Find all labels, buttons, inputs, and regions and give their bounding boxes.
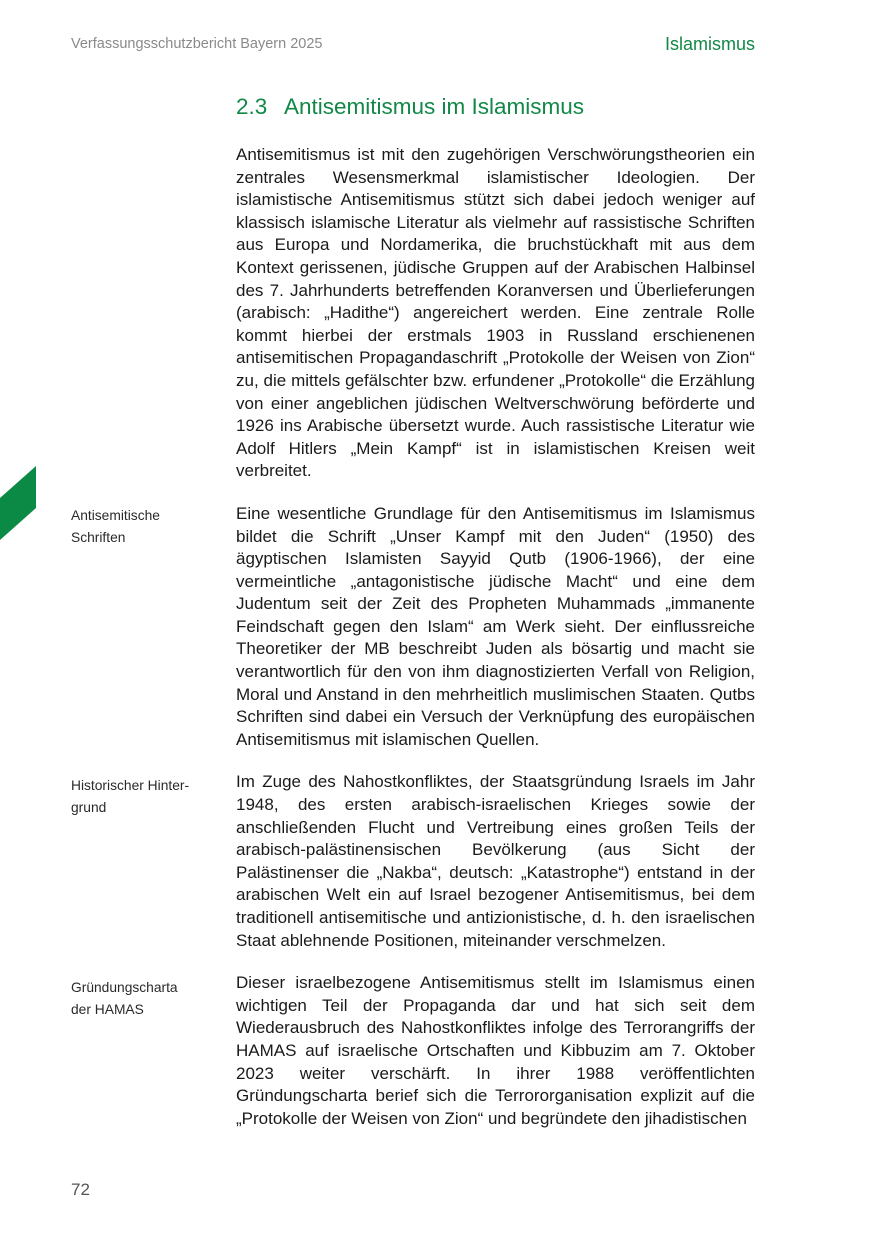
body-paragraph: Im Zuge des Nahostkonfliktes, der Staatsgründung Israels im Jahr 1948, des ersten arabisch-israelischen Krieges sowie der anschließenden Flucht und Vertreibung eines großen Teils der arabisch-palästinensischen Bevölkerung (aus Sicht der Palästinenser die „Nakba“, deutsch: „Katastrophe“) entstand in der arabischen Welt ein auf Israel bezogener Antisemitismus, bei dem traditionell antisemitische und antizionistische, d. h. den israelischen Staat ablehnende Positionen, miteinander verschmelzen.	[236, 772, 755, 950]
margin-note-line: Gründungscharta	[71, 980, 178, 995]
chapter-tab-marker	[0, 466, 36, 540]
body-paragraph: Eine wesentliche Grundlage für den Antisemitismus im Islamismus bildet die Schrift „Unser Kampf mit den Juden“ (1950) des ägyptischen Islamisten Sayyid Qutb (1906-1966), der eine vermeintliche „antagonistische jüdische Macht“ und eine dem Judentum seit der Zeit des Propheten Muhammads „immanente Feindschaft gegen den Islam“ am Werk sieht. Der einflussreiche Theoretiker der MB beschreibt Juden als bösartig und macht sie verantwortlich für den von ihm diagnostizierten Verfall von Religion, Moral und Anstand in den mehrheitlich muslimischen Staaten. Qutbs Schriften sind dabei ein Versuch der Verknüpfung des europäischen Antisemitismus mit islamischen Quellen.	[236, 503, 755, 749]
section-heading	[236, 94, 796, 120]
running-header-publication: Verfassungsschutzbericht Bayern 2025	[71, 36, 323, 52]
section-title: Antisemitismus im Islamismus	[284, 94, 585, 119]
body-paragraph: Dieser israelbezogene Antisemitismus stellt im Islamismus einen wichtigen Teil der Propaganda dar und hat sich seit dem Wiederausbruch des Nahostkonfliktes infolge des Terrorangriffs der HAMAS auf israelische Ortschaften und Kibbuzim am 7. Oktober 2023 weiter verschärft. In ihrer 1988 veröffentlichten Gründungscharta berief sich die Terrororganisation explizit auf die „Protokolle der Weisen von Zion“ und begründete den jihadistischen	[236, 973, 755, 1128]
margin-note-line: Antisemitische	[71, 508, 160, 523]
running-header-chapter: Islamismus	[664, 34, 755, 54]
chapter-tab-shape	[0, 466, 36, 540]
margin-note-line: Historischer Hinter-	[71, 778, 190, 793]
margin-note-antisemitische-schriften	[71, 505, 221, 549]
page-number: 72	[71, 1180, 90, 1199]
margin-note-historischer-hintergrund	[71, 775, 221, 819]
margin-note-line: grund	[71, 800, 107, 815]
section-number: 2.3	[236, 94, 268, 119]
margin-note-gruendungscharta	[71, 977, 221, 1021]
body-paragraph: Antisemitismus ist mit den zugehörigen Verschwörungstheorien ein zentrales Wesensmerkmal islamistischer Ideologien. Der islamistische Antisemitismus stützt sich dabei jedoch weniger auf klassisch islamische Literatur als vielmehr auf rassistische Schriften aus Europa und Nordamerika, die bruchstückhaft mit aus dem Kontext gerissenen, jüdische Gruppen auf der Arabischen Halbinsel des 7. Jahrhunderts betreffenden Koranversen und Überlieferungen (arabisch: „Hadithe“) angereichert werden. Eine zentrale Rolle kommt hierbei der erstmals 1903 in Russland erschienenen antisemitischen Propagandaschrift „Protokolle der Weisen von Zion“ zu, die mittels gefälschter bzw. erfundener „Protokolle“ die Erzählung von einer angeblichen jüdischen Weltverschwörung beförderte und 1926 ins Arabische übersetzt wurde. Auch rassistische Literatur wie Adolf Hitlers „Mein Kampf“ ist in islamistischen Kreisen weit verbreitet.	[236, 145, 755, 481]
margin-note-line: Schriften	[71, 530, 126, 545]
margin-note-line: der HAMAS	[71, 1002, 144, 1017]
body-text-column	[236, 144, 755, 1150]
